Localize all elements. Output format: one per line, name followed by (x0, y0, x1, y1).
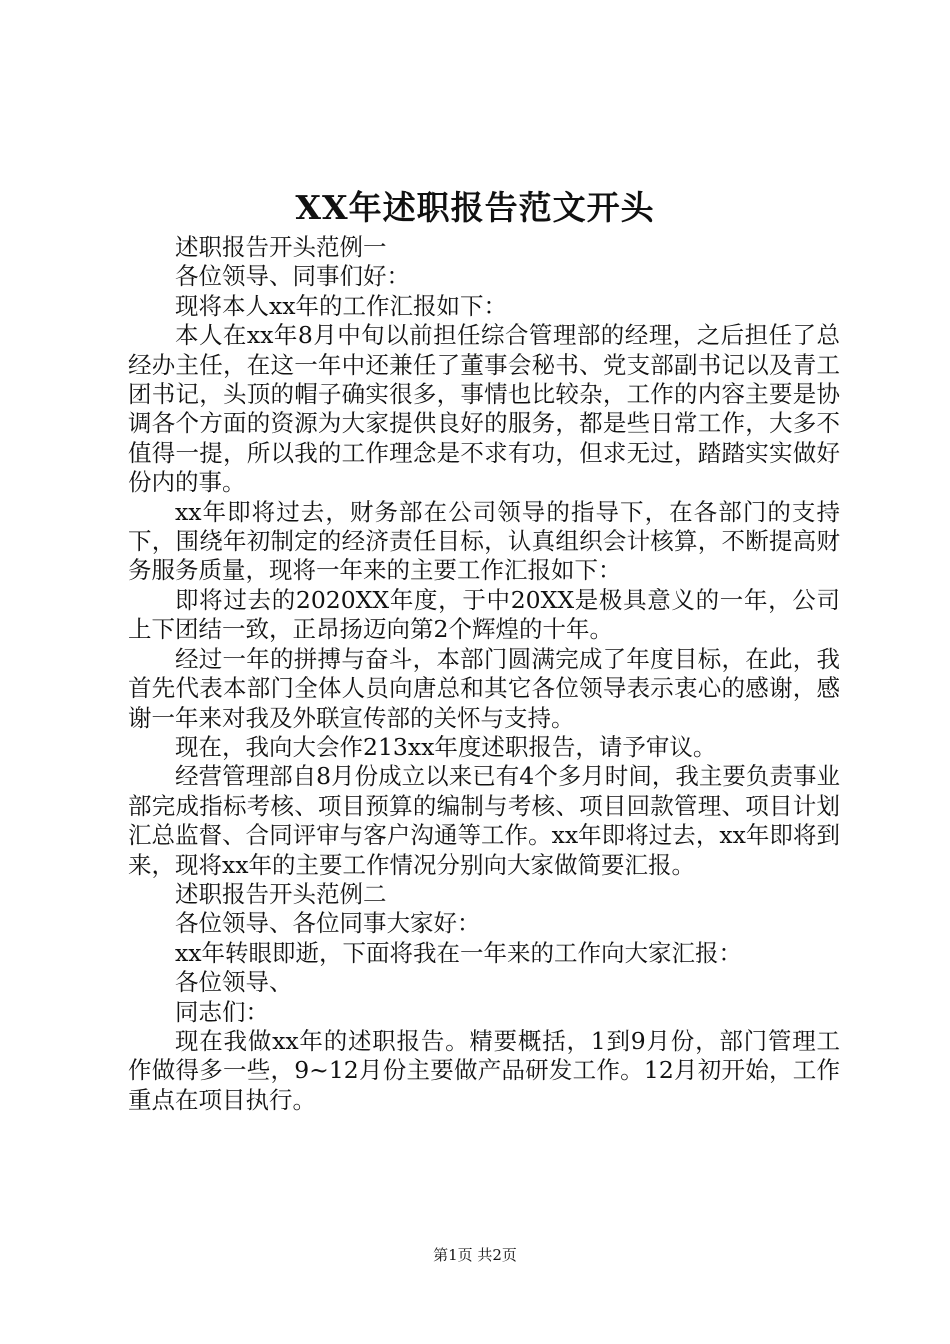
paragraph: 本人在xx年8月中旬以前担任综合管理部的经理，之后担任了总经办主任，在这一年中还兼任了董事会秘书、党支部副书记以及青工团书记，头顶的帽子确实很多，事情也比较杂，工作的内容主要是协调各个方面的资源为大家提供良好的服务，都是些日常工作，大多不值得一提，所以我的工作理念是不求有功，但求无过，踏踏实实做好份内的事。 (128, 321, 840, 497)
paragraph: xx年转眼即逝，下面将我在一年来的工作向大家汇报： (175, 938, 743, 967)
paragraph: 即将过去的2020XX年度，于中20XX是极具意义的一年，公司上下团结一致，正昂扬迈向第2个辉煌的十年。 (128, 585, 840, 644)
paragraph: 经营管理部自8月份成立以来已有4个多月时间，我主要负责事业部完成指标考核、项目预算的编制与考核、项目回款管理、项目计划汇总监督、合同评审与客户沟通等工作。xx年即将过去，xx年即将到来，现将xx年的主要工作情况分别向大家做简要汇报。 (128, 762, 840, 879)
paragraph: 各位领导、同事们好： (175, 262, 410, 291)
paragraph: 述职报告开头范例一 (175, 233, 387, 261)
paragraph: xx年即将过去，财务部在公司领导的指导下，在各部门的支持下，围绕年初制定的经济责任目标，认真组织会计核算，不断提高财务服务质量，现将一年来的主要工作汇报如下： (128, 497, 840, 585)
paragraph: 述职报告开头范例二 (175, 879, 387, 908)
paragraph: 现将本人xx年的工作汇报如下： (175, 291, 508, 320)
paragraph: 经过一年的拼搏与奋斗，本部门圆满完成了年度目标，在此，我首先代表本部门全体人员向唐总和其它各位领导表示衷心的感谢，感谢一年来对我及外联宣传部的关怀与支持。 (128, 644, 840, 732)
paragraph: 现在我做xx年的述职报告。精要概括，1到9月份，部门管理工作做得多一些，9~12月份主要做产品研发工作。12月初开始，工作重点在项目执行。 (128, 1026, 840, 1114)
paragraph: 现在，我向大会作213xx年度述职报告，请予审议。 (175, 732, 717, 761)
document-body (128, 233, 840, 1115)
paragraph: 各位领导、各位同事大家好： (175, 909, 481, 938)
paragraph: 各位领导、 (175, 968, 293, 997)
page-title: XX年述职报告范文开头 (295, 188, 655, 227)
paragraph: 同志们： (175, 997, 269, 1026)
page-footer: 第1页 共2页 (433, 1246, 517, 1264)
